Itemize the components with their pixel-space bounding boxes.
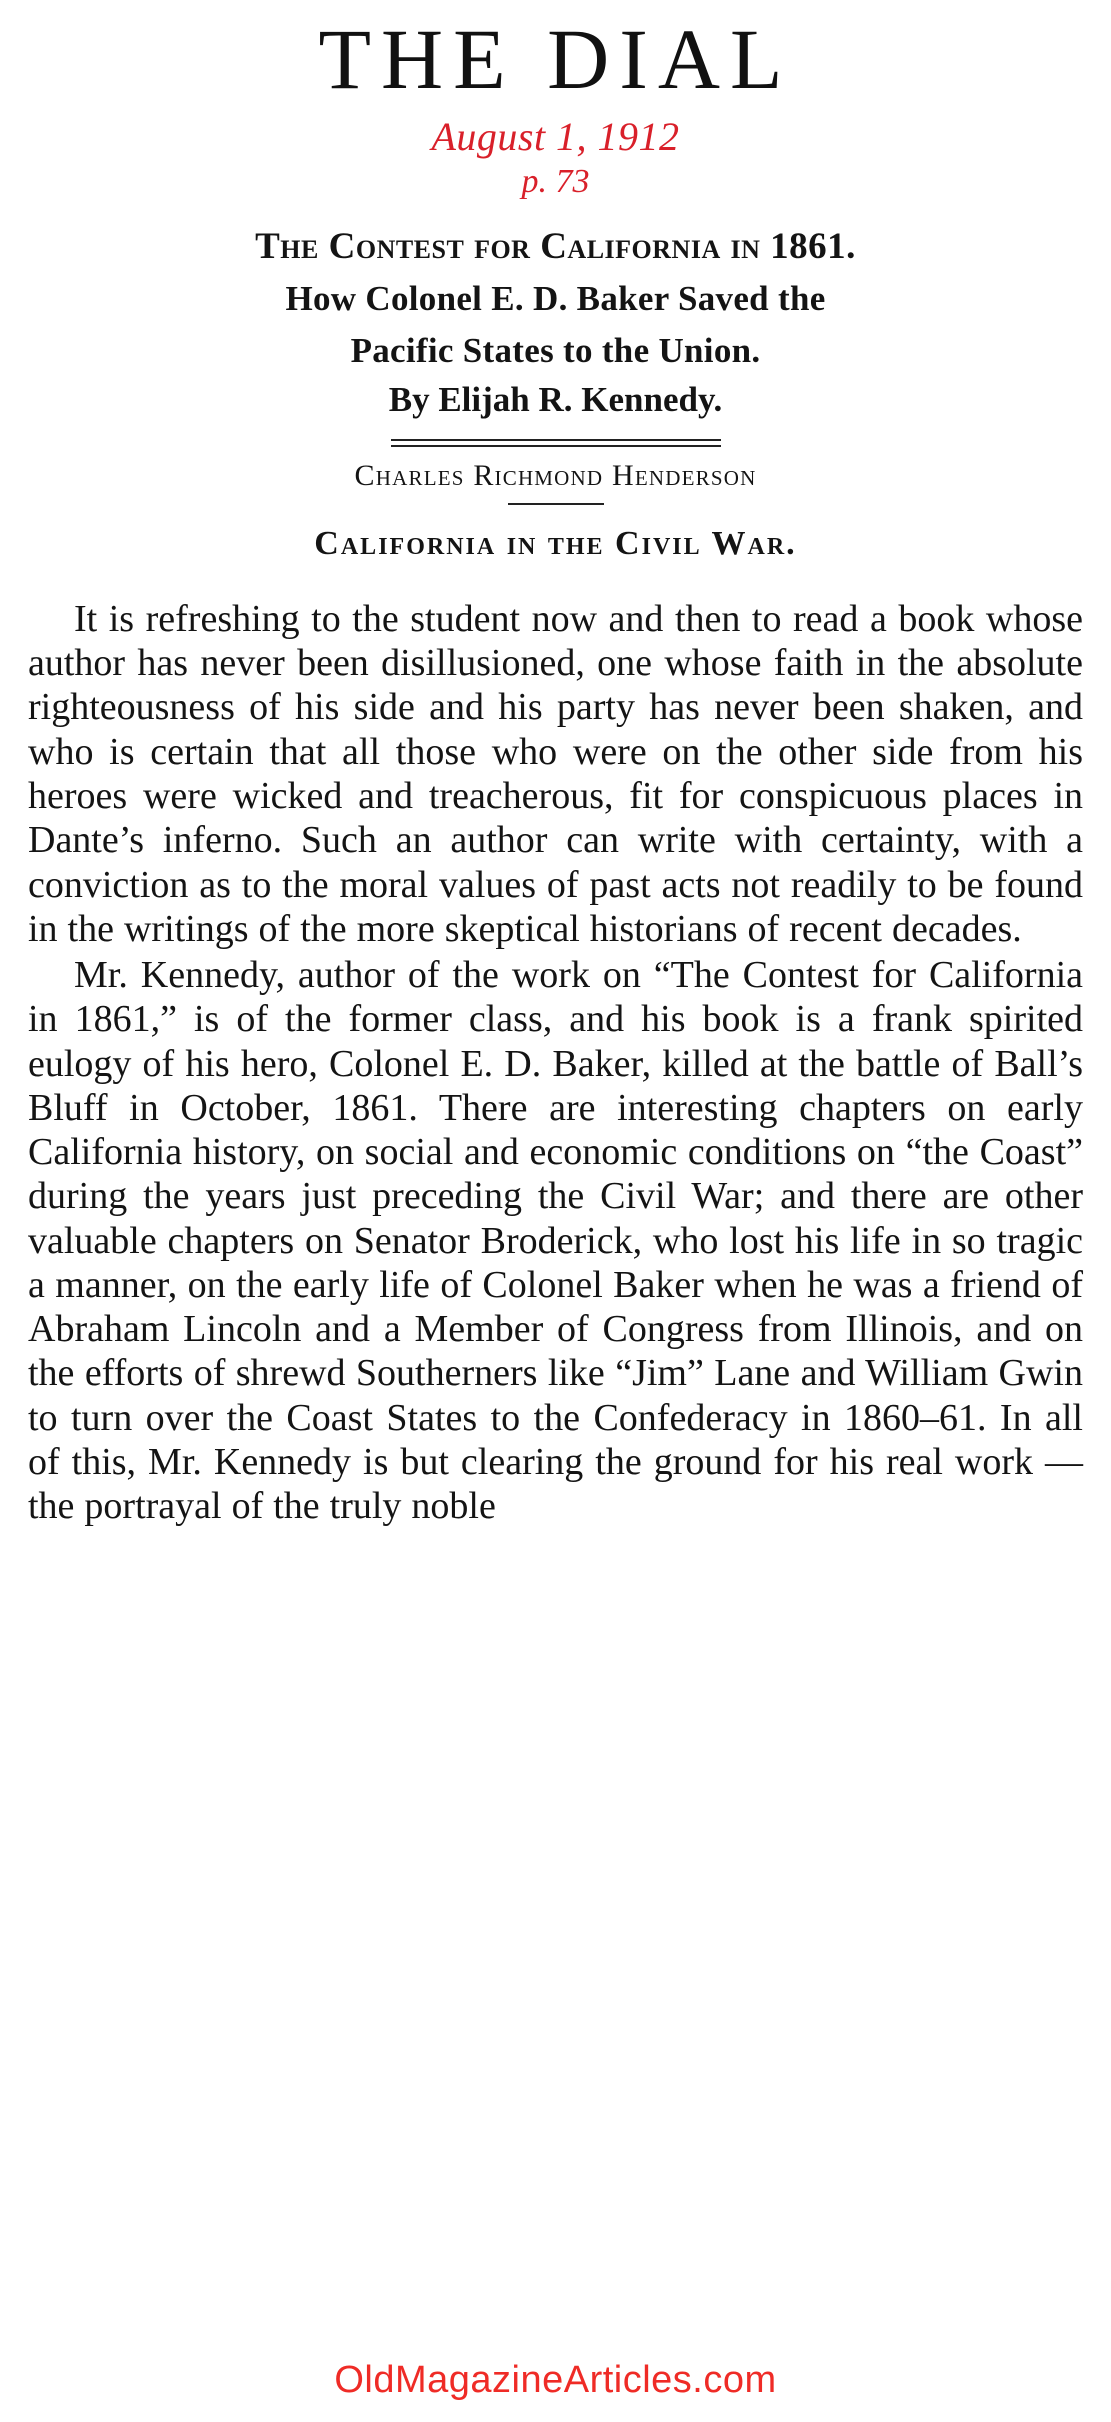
short-rule-divider (508, 503, 604, 505)
section-heading: California in the Civil War. (314, 524, 797, 562)
article-subtitle-line-1: How Colonel E. D. Baker Saved the (285, 279, 826, 319)
reviewer-name: Charles Richmond Henderson (354, 458, 757, 492)
publication-masthead: THE DIAL (318, 11, 793, 107)
issue-page-number: p. 73 (521, 163, 590, 200)
double-rule-divider (391, 439, 721, 447)
body-paragraph: Mr. Kennedy, author of the work on “The Contest for California in 1861,” is of the former class, and his book is a frank spirited eulogy of his hero, Colonel E. D. Baker, killed at the battle of Ball’s Bluff in October, 1861. There are interesting chapters on early California history, on social and economic conditions on “the Coast” during the years just preceding the Civil War; and there are other valuable chapters on Senator Broderick, who lost his life in so tragic a manner, on the early life of Colonel Baker when he was a friend of Abraham Lincoln and a Member of Congress from Illinois, and on the efforts of shrewd Southerners like “Jim” Lane and William Gwin to turn over the Coast States to the Confederacy in 1860–61. In all of this, Mr. Kennedy is but clearing the ground for his real work — the portrayal of the truly noble (28, 954, 1083, 1528)
article-byline: By Elijah R. Kennedy. (388, 380, 723, 420)
article-body (28, 597, 1083, 1529)
site-watermark: OldMagazineArticles.com (334, 2359, 777, 2401)
article-subtitle-line-2: Pacific States to the Union. (350, 330, 761, 370)
body-paragraph: It is refreshing to the student now and then to read a book whose author has never been disillusioned, one whose faith in the absolute righteousness of his side and his party has never been shaken, and who is certain that all those who were on the other side from his heroes were wicked and treacherous, fit for conspicuous places in Dante’s inferno. Such an author can write with certainty, with a conviction as to the moral values of past acts not readily to be found in the writings of the more skeptical historians of recent decades. (28, 597, 1083, 950)
issue-date: August 1, 1912 (431, 114, 680, 159)
article-title: The Contest for California in 1861. (255, 226, 856, 268)
